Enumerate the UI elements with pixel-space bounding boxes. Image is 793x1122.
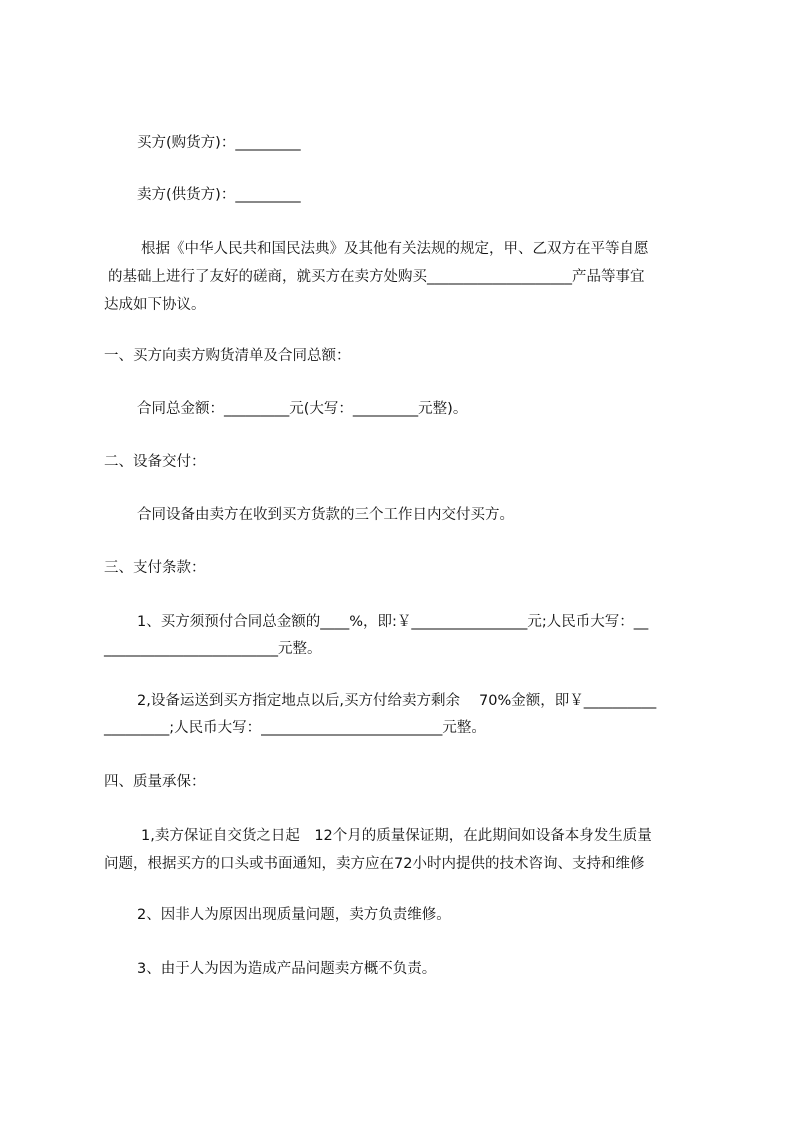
section1-amount: 合同总金额：_________元(大写：_________元整)。 [137,401,468,417]
section4-title: 四、质量承保： [104,774,206,790]
buyer-line: 买方(购货方)：_________ [137,135,301,151]
section4-item1-line2: 问题，根据买方的口头或书面通知，卖方应在72小时内提供的技术咨询、支持和维修 [104,856,645,872]
section3-title: 三、支付条款： [104,560,206,576]
preamble-line-2: 的基础上进行了友好的磋商，就买方在卖方处购买____________________产品等事宜 [108,269,645,285]
section2-text: 合同设备由卖方在收到买方货款的三个工作日内交付买方。 [137,507,514,523]
preamble-line-1: 根据《中华人民共和国民法典》及其他有关法规的规定，甲、乙双方在平等自愿 [141,241,649,257]
section4-item2: 2、因非人为原因出现质量问题，卖方负责维修。 [137,907,451,923]
section3-item2-line1: 2,设备运送到买方指定地点以后,买方付给卖方剩余 70%金额，即￥__________ [137,693,657,709]
section1-title: 一、买方向卖方购货清单及合同总额： [104,348,351,364]
section3-item1-line1: 1、买方须预付合同总金额的____%，即:￥________________元;人民币大写：__ [137,614,649,630]
section4-item3: 3、由于人为因为造成产品问题卖方概不负责。 [137,961,437,977]
section3-item1-line2: ________________________元整。 [104,641,322,657]
seller-line: 卖方(供货方)：_________ [137,187,301,203]
preamble-line-3: 达成如下协议。 [104,297,206,313]
section4-item1-line1: 1,卖方保证自交货之日起 12个月的质量保证期，在此期间如设备本身发生质量 [141,828,652,844]
section2-title: 二、设备交付： [104,454,206,470]
section3-item2-line2: _________;人民币大写：_________________________元整。 [104,720,486,736]
